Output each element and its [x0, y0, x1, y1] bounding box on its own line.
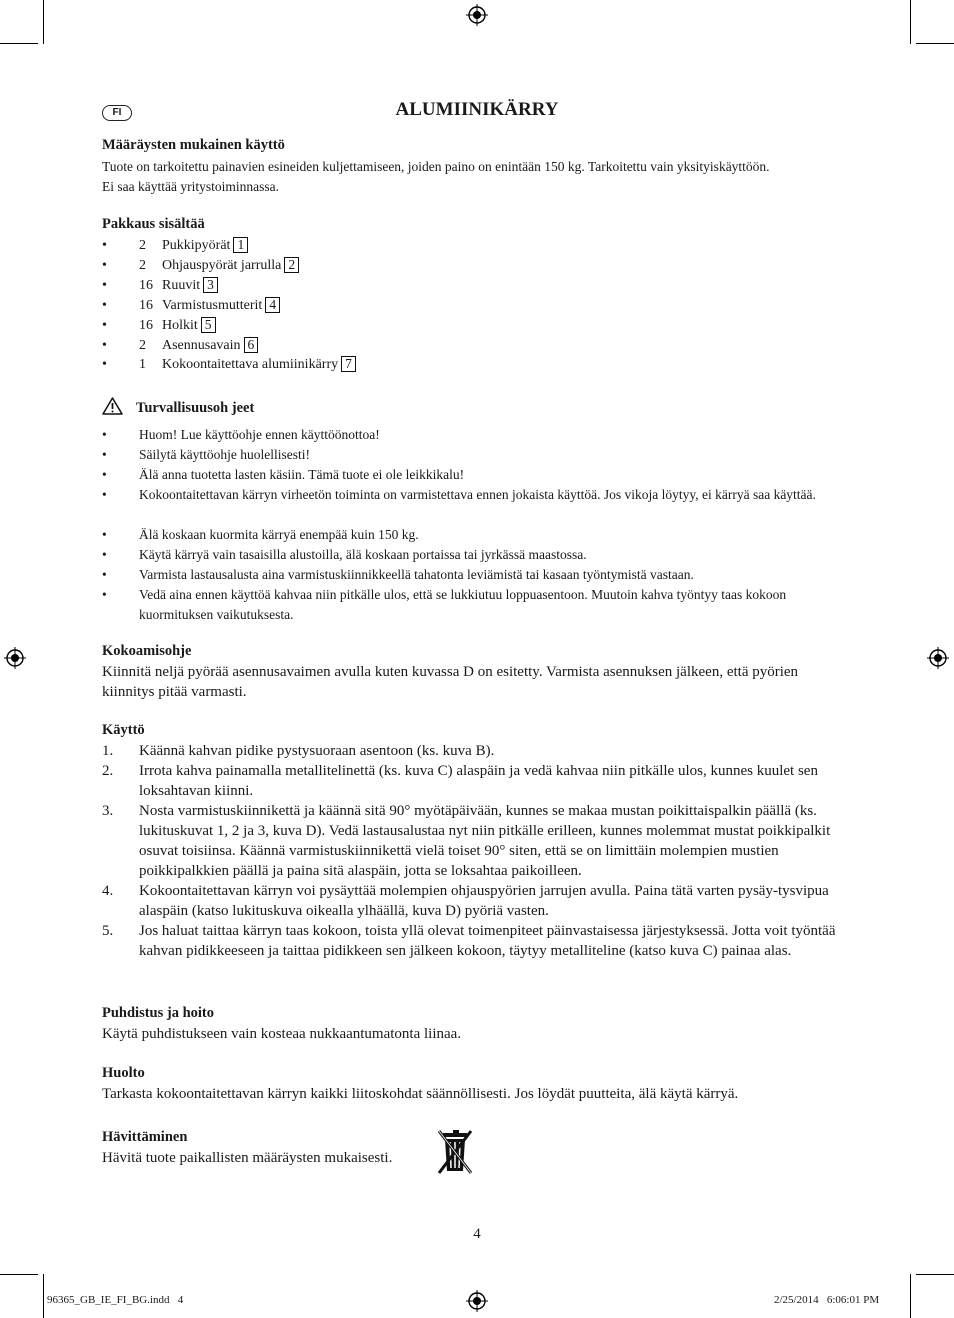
item-ref-number: 3 — [203, 277, 218, 293]
item-quantity: 16 — [139, 317, 153, 333]
step-text: Kokoontaitettavan kärryn voi pysäyttää molempien ohjauspyörien jarrujen avulla. Paina tätä varten pysäy-tysvipua alaspäin (katso lukituskuva oikealla ylhäällä, kuva D) pyöriä vasten. — [139, 883, 829, 919]
item-label: Ruuvit — [162, 277, 201, 293]
safety-item-text: Kokoontaitettavan kärryn virheetön toiminta on varmistettava ennen jokaista käyttöä. Jos vikoja löytyy, ei kärryä saa käyttää. — [139, 487, 816, 502]
cleaning-text: Käytä puhdistukseen vain kosteaa nukkaantumatonta liinaa. — [102, 1026, 462, 1042]
crop-mark — [0, 1274, 38, 1275]
step-number: 4. — [102, 883, 114, 899]
item-label: Pukkipyörät — [162, 238, 231, 253]
crop-mark — [910, 1274, 911, 1318]
item-label: Varmistusmutterit — [162, 297, 263, 313]
disposal-text: Hävitä tuote paikallisten määräysten mukaisesti. — [102, 1150, 393, 1166]
safety-item-text: Säilytä käyttöohje huolellisesti! — [139, 447, 310, 462]
item-quantity: 16 — [139, 297, 153, 313]
safety-item-text: Vedä aina ennen käyttöä kahvaa niin pitkälle ulos, että se lukkiutuu loppuasentoon. Muutoin kahva työntyy taas kokoon kuormituksen vaikutuksesta. — [139, 587, 787, 622]
bullet: • — [102, 487, 107, 502]
bullet: • — [102, 467, 107, 482]
safety-item-text: Älä anna tuotetta lasten käsiin. Tämä tuote ei ole leikkikalu! — [139, 467, 465, 482]
item-quantity: 2 — [139, 337, 146, 353]
crop-mark — [43, 1274, 44, 1318]
crop-mark — [0, 43, 38, 44]
bullet: • — [102, 547, 107, 562]
bullet: • — [102, 357, 107, 373]
step-text: Nosta varmistuskiinnikettä ja käännä sitä 90° myötäpäivään, kunnes se makaa mustan poikittaispalkin päällä (ks. lukituskuvat 1, 2 ja 3, kuva D). Vedä lastausalustaa nyt niin pitkälle erilleen, kunnes molemmat mustat poikkipalkit osuvat toisiinsa. Käännä varmistuskiinnikettä vielä toiset 90° siten, että se on limittäin molempien mustien poikkipalkkien päällä ja paina sitä alaspäin, jotta se loksahtaa paikoilleen. — [139, 803, 831, 879]
section-heading-disposal: Hävittäminen — [102, 1129, 188, 1145]
section-heading-usage: Käyttö — [102, 722, 145, 738]
crop-mark — [916, 43, 954, 44]
footer-filename: 96365_GB_IE_FI_BG.indd 4 — [47, 1294, 184, 1306]
registration-mark-icon — [927, 647, 949, 669]
step-number: 3. — [102, 803, 114, 819]
item-ref-number: 2 — [284, 257, 299, 273]
item-ref-number: 6 — [244, 337, 259, 353]
item-quantity: 2 — [139, 257, 146, 273]
item-quantity: 1 — [139, 357, 146, 373]
language-badge: FI — [102, 105, 132, 121]
section-heading-assembly: Kokoamisohje — [102, 643, 192, 659]
safety-item-text: Huom! Lue käyttöohje ennen käyttöönottoa! — [139, 427, 380, 442]
step-number: 2. — [102, 763, 114, 779]
intended-use-line: Tuote on tarkoitettu painavien esineiden kuljettamiseen, joiden paino on enintään 150 kg. Tarkoitettu vain yksityiskäyttöön. — [102, 159, 770, 174]
bullet: • — [102, 527, 107, 542]
registration-mark-icon — [466, 4, 488, 26]
bullet: • — [102, 317, 107, 333]
item-label: Asennusavain — [162, 337, 241, 353]
item-label: Kokoontaitettava alumiinikärry — [162, 357, 339, 373]
step-number: 5. — [102, 923, 114, 939]
bullet: • — [102, 257, 107, 273]
section-heading-safety: Turvallisuusoh jeet — [136, 400, 255, 416]
item-label: Holkit — [162, 317, 198, 333]
item-quantity: 16 — [139, 277, 153, 293]
section-heading-cleaning: Puhdistus ja hoito — [102, 1005, 215, 1021]
assembly-text: Kiinnitä neljä pyörää asennusavaimen avulla kuten kuvassa D on esitetty. Varmista asennuksen jälkeen, että pyörien kiinnitys pitää varmasti. — [102, 664, 799, 700]
page-number: 4 — [473, 1226, 481, 1242]
bullet: • — [102, 297, 107, 313]
bullet: • — [102, 447, 107, 462]
bullet: • — [102, 337, 107, 353]
item-ref-number: 4 — [265, 297, 280, 313]
item-quantity: 2 — [139, 238, 146, 253]
step-number: 1. — [102, 743, 114, 759]
item-ref-number: 7 — [341, 356, 356, 372]
section-heading-package: Pakkaus sisältää — [102, 216, 205, 232]
bullet: • — [102, 277, 107, 293]
safety-item-text: Varmista lastausalusta aina varmistuskiinnikkeellä tahatonta leviämistä tai kasaan työntymistä vastaan. — [139, 567, 694, 582]
bullet: • — [102, 567, 107, 582]
crossed-out-bin-icon — [436, 1127, 474, 1175]
page-title: ALUMIINIKÄRRY — [395, 99, 559, 120]
item-ref-number: 5 — [201, 317, 216, 333]
crop-mark — [43, 0, 44, 44]
safety-item-text: Älä koskaan kuormita kärryä enempää kuin 150 kg. — [139, 527, 419, 542]
warning-triangle-icon — [102, 397, 123, 415]
bullet: • — [102, 587, 107, 602]
registration-mark-icon — [466, 1290, 488, 1312]
step-text: Irrota kahva painamalla metallitelinettä (ks. kuva C) alaspäin ja vedä kahvaa niin pitkälle ulos, kunnes kuulet sen loksahtavan kiinni. — [139, 763, 818, 799]
maintenance-text: Tarkasta kokoontaitettavan kärryn kaikki liitoskohdat säännöllisesti. Jos löydät puutteita, älä käytä kärryä. — [102, 1086, 739, 1102]
section-heading-intended-use: Määräysten mukainen käyttö — [102, 137, 285, 153]
step-text: Jos haluat taittaa kärryn taas kokoon, toista yllä olevat toimenpiteet päinvastaisessa järjestyksessä. Jotta voit työntää kahvan pidikkeeseen ja taittaa pidikkeen sen jälkeen kokoon, täytyy metalliteline (katso kuva C) painaa alas. — [139, 923, 836, 959]
crop-mark — [910, 0, 911, 44]
step-text: Käännä kahvan pidike pystysuoraan asentoon (ks. kuva B). — [139, 743, 495, 759]
bullet: • — [102, 238, 107, 253]
section-heading-maintenance: Huolto — [102, 1065, 145, 1081]
bullet: • — [102, 427, 107, 442]
crop-mark — [916, 1274, 954, 1275]
footer-timestamp: 2/25/2014 6:06:01 PM — [774, 1294, 880, 1306]
intended-use-line: Ei saa käyttää yritystoiminnassa. — [102, 179, 279, 194]
safety-item-text: Käytä kärryä vain tasaisilla alustoilla, älä koskaan portaissa tai jyrkässä maastossa. — [139, 547, 587, 562]
item-ref-number: 1 — [233, 237, 248, 253]
registration-mark-icon — [4, 647, 26, 669]
item-label: Ohjauspyörät jarrulla — [162, 257, 282, 273]
